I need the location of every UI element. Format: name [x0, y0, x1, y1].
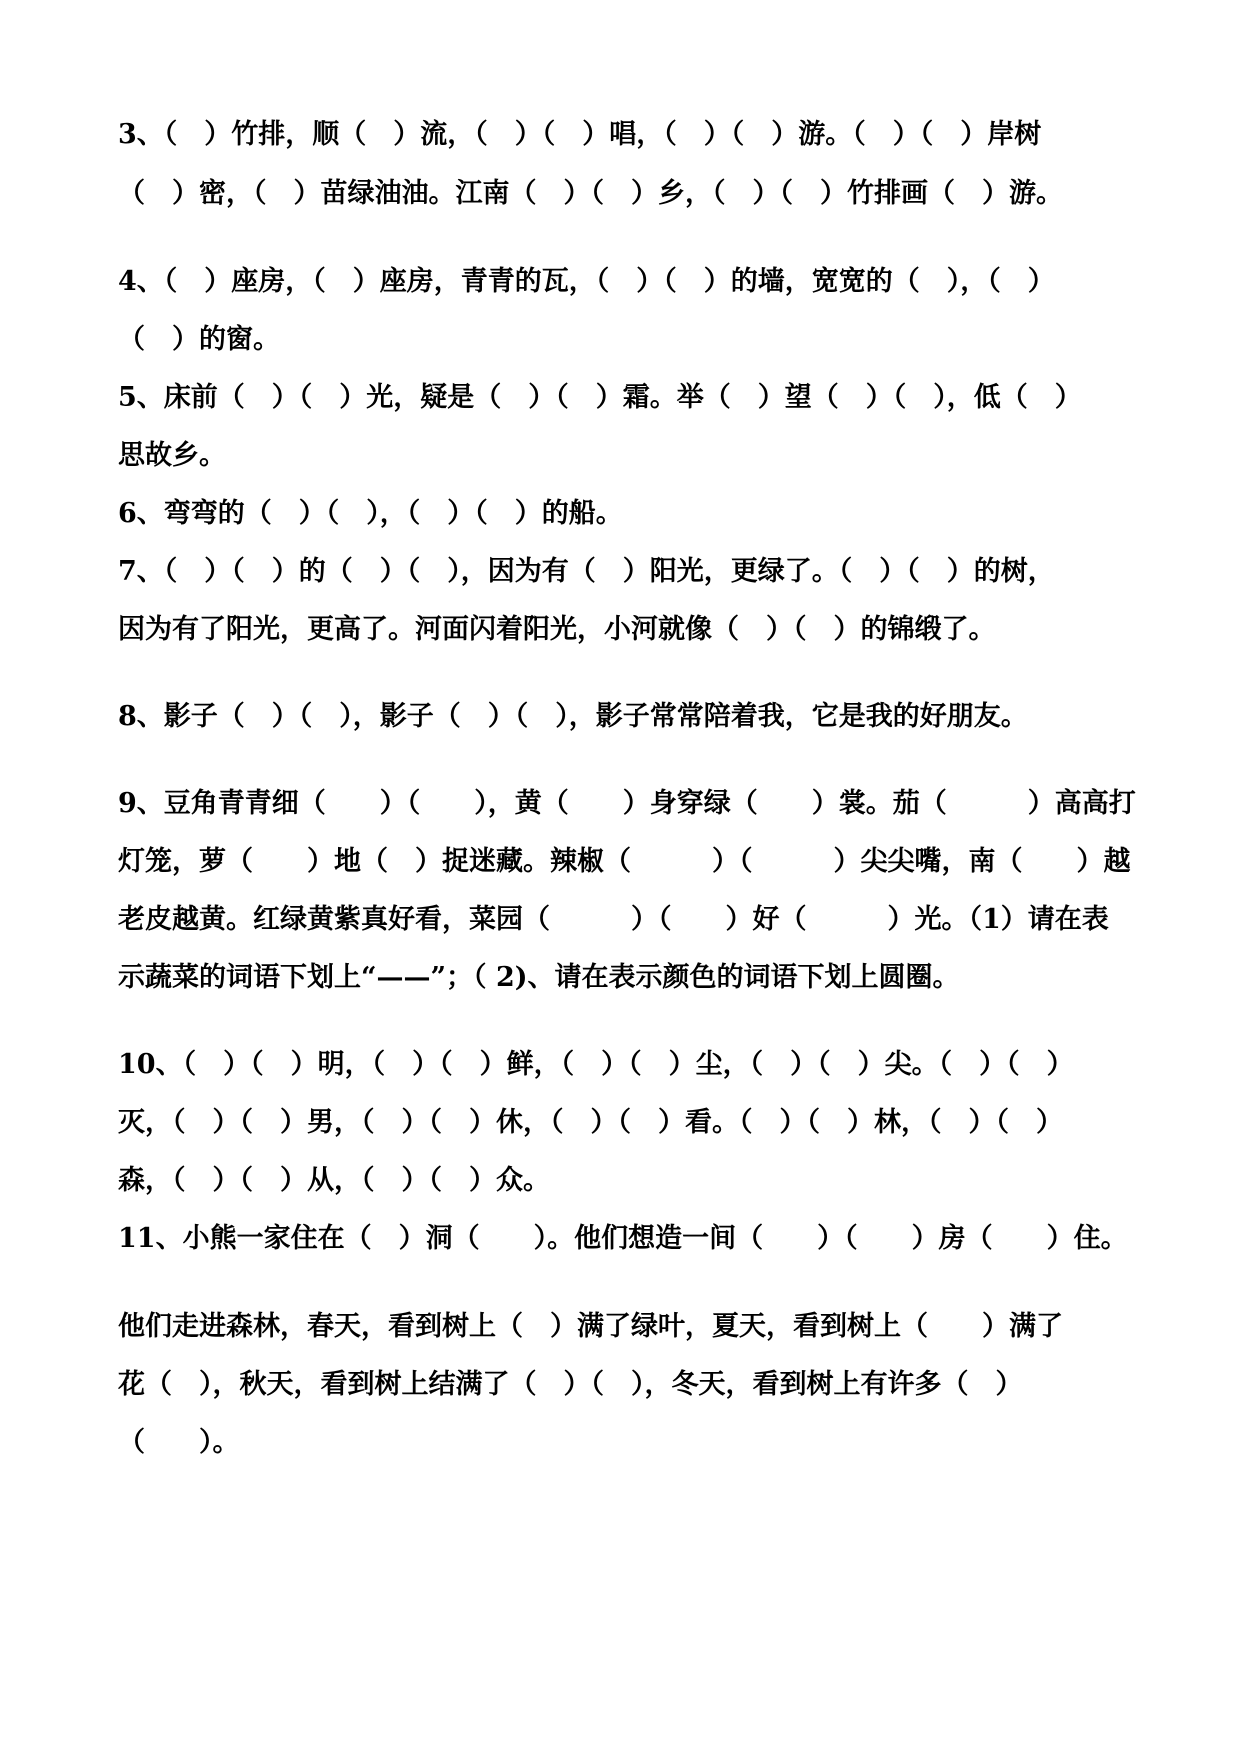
item-11-line-3: 花（ ），秋天，看到树上结满了（ ）（ ），冬天，看到树上有许多（ ）: [118, 1369, 1023, 1400]
item-11-line-2: 他们走进森林，春天，看到树上（ ）满了绿叶，夏天，看到树上（ ）满了: [118, 1311, 1063, 1342]
item-9-line-4: 示蔬菜的词语下划上“——”；（ 2)、请在表示颜色的词语下划上圆圈。: [118, 962, 960, 993]
item-4-line-2: （ ）的窗。: [118, 324, 280, 355]
item-8-line-1: 8、影子（ ）（ ），影子（ ）（ ），影子常常陪着我，它是我的好朋友。: [118, 701, 1028, 732]
item-3-line-2: （ ）密，（ ）苗绿油油。江南（ ）（ ）乡，（ ）（ ）竹排画（ ）游。: [118, 178, 1063, 209]
item-9-line-1: 9、豆角青青细（ ）（ ），黄（ ）身穿绿（ ）裳。茄（ ）高高打: [118, 788, 1136, 819]
item-11-line-4: （ ）。: [118, 1427, 240, 1458]
item-7-line-1: 7、（ ）（ ）的（ ）（ ），因为有（ ）阳光，更绿了。（ ）（ ）的树，: [118, 556, 1055, 587]
item-9-line-3: 老皮越黄。红绿黄紫真好看，菜园（ ）（ ）好（ ）光。（1）请在表: [118, 904, 1109, 935]
item-5-line-1: 5、床前（ ）（ ）光，疑是（ ）（ ）霜。举（ ）望（ ）（ ），低（ ）: [118, 382, 1082, 413]
item-7-line-2: 因为有了阳光，更高了。河面闪着阳光，小河就像（ ）（ ）的锦缎了。: [118, 614, 996, 645]
item-10-line-3: 森，（ ）（ ）从，（ ）（ ）众。: [118, 1165, 550, 1196]
item-4-line-1: 4、（ ）座房，（ ）座房，青青的瓦，（ ）（ ）的墙，宽宽的（ ），（ ）: [118, 266, 1055, 297]
item-3-line-1: 3、（ ）竹排，顺（ ）流，（ ）（ ）唱，（ ）（ ）游。（ ）（ ）岸树: [118, 119, 1042, 150]
item-10-line-1: 10、（ ）（ ）明，（ ）（ ）鲜，（ ）（ ）尘，（ ）（ ）尖。（ ）（ ）: [118, 1049, 1074, 1080]
item-9-line-2: 灯笼，萝（ ）地（ ）捉迷藏。辣椒（ ）（ ）尖尖嘴，南（ ）越: [118, 846, 1131, 877]
item-11-line-1: 11、小熊一家住在（ ）洞（ ）。他们想造一间（ ）（ ）房（ ）住。: [118, 1223, 1128, 1254]
item-10-line-2: 灭，（ ）（ ）男，（ ）（ ）休，（ ）（ ）看。（ ）（ ）林，（ ）（ ）: [118, 1107, 1063, 1138]
item-6-line-1: 6、弯弯的（ ）（ ），（ ）（ ）的船。: [118, 498, 623, 529]
item-5-line-2: 思故乡。: [118, 440, 226, 471]
